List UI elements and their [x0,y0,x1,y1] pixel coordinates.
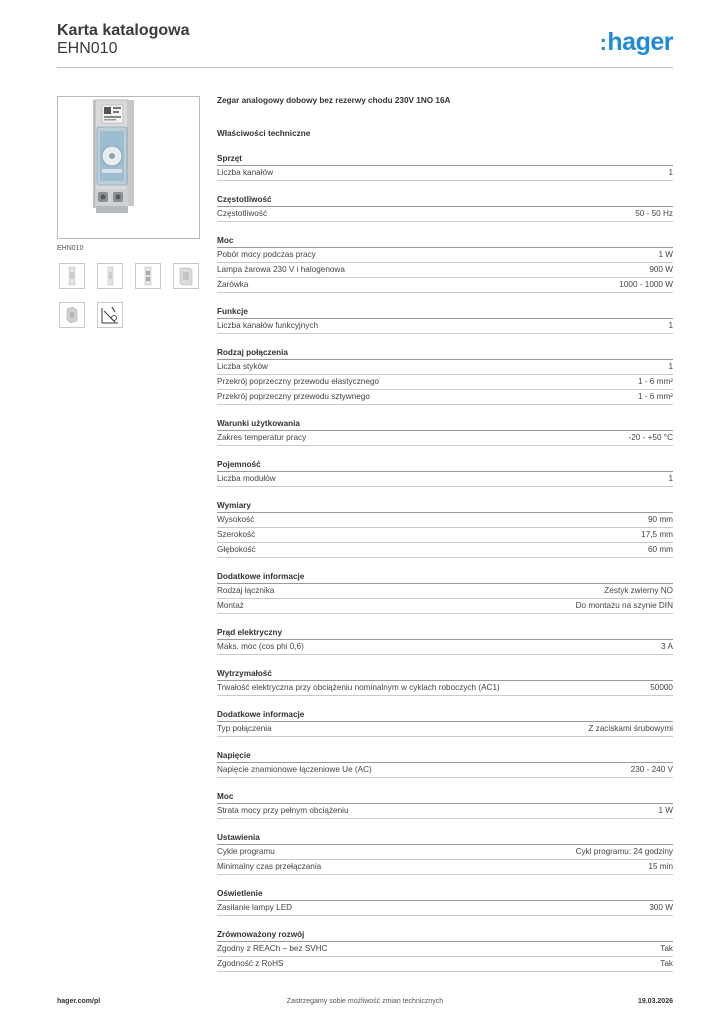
spec-label: Częstotliwość [217,209,268,218]
spec-row [217,319,673,334]
spec-section [217,305,673,334]
spec-section [217,928,673,972]
spec-row [217,584,673,599]
spec-row [217,390,673,405]
spec-value: Cykl programu: 24 godziny [575,847,673,856]
product-description: Zegar analogowy dobowy bez rezerwy chodu 230V 1NO 16A [217,96,451,105]
spec-row [217,166,673,181]
spec-label: Liczba styków [217,362,268,371]
spec-section [217,346,673,405]
header-divider [57,67,673,68]
spec-value: 3 A [661,642,673,651]
spec-label: Rodzaj łącznika [217,586,275,595]
spec-section [217,499,673,558]
section-title: Oświetlenie [217,887,673,901]
spec-value: -20 - +50 °C [628,433,673,442]
document-title: Karta katalogowa [57,22,190,39]
product-code: EHN010 [57,40,118,57]
device-back-icon [136,264,160,288]
spec-label: Typ połączenia [217,724,272,733]
spec-section [217,626,673,655]
device-perspective-icon [174,264,198,288]
section-title: Rodzaj połączenia [217,346,673,360]
spec-value: 1 W [658,806,673,815]
spec-value: Z zaciskami śrubowymi [588,724,673,733]
section-title: Dodatkowe informacje [217,570,673,584]
spec-section [217,570,673,614]
device-installed-icon [60,303,84,327]
spec-sections [217,152,673,972]
spec-row [217,599,673,614]
spec-value: Tak [660,944,673,953]
spec-row [217,942,673,957]
page-footer [57,998,673,1010]
spec-value: 1 [668,321,673,330]
spec-value: 900 W [649,265,673,274]
product-image[interactable] [57,96,200,239]
spec-label: Pobór mocy podczas pracy [217,250,316,259]
wiring-diagram-icon [98,303,122,327]
spec-value: 1 [668,474,673,483]
spec-value: Zestyk zwierny NO [604,586,673,595]
thumbnail-back-view[interactable] [135,263,161,289]
spec-section [217,417,673,446]
spec-row [217,860,673,875]
section-title: Dodatkowe informacje [217,708,673,722]
spec-label: Strata mocy przy pełnym obciążeniu [217,806,349,815]
spec-label: Lampa żarowa 230 V i halogenowa [217,265,345,274]
spec-label: Liczba modułów [217,474,276,483]
section-title: Ustawienia [217,831,673,845]
section-title: Zrównoważony rozwój [217,928,673,942]
section-title: Moc [217,234,673,248]
spec-section [217,749,673,778]
section-title: Częstotliwość [217,193,673,207]
spec-value: 1000 - 1000 W [619,280,673,289]
section-title: Pojemność [217,458,673,472]
section-title: Warunki użytkowania [217,417,673,431]
spec-label: Trwałość elektryczna przy obciążeniu nominalnym w cyklach roboczych (AC1) [217,683,500,692]
spec-value: 1 - 6 mm² [637,392,673,401]
spec-label: Szerokość [217,530,256,539]
spec-section [217,234,673,293]
spec-label: Napięcie znamionowe łączeniowe Ue (AC) [217,765,372,774]
spec-section [217,667,673,696]
spec-value: 60 mm [647,545,673,554]
section-title: Prąd elektryczny [217,626,673,640]
hager-logo[interactable] [600,28,673,57]
spec-value: 90 mm [647,515,673,524]
section-title: Sprzęt [217,152,673,166]
thumbnail-side-view[interactable] [97,263,123,289]
thumbnail-installed-view[interactable] [59,302,85,328]
section-title: Moc [217,790,673,804]
spec-value: 1 [668,168,673,177]
timer-device-icon [58,97,199,238]
thumbnail-wiring-diagram[interactable] [97,302,123,328]
section-title: Funkcje [217,305,673,319]
spec-value: 15 min [648,862,673,871]
spec-section [217,887,673,916]
spec-row [217,957,673,972]
section-title: Wytrzymałość [217,667,673,681]
spec-row [217,640,673,655]
spec-label: Przekrój poprzeczny przewodu elastycznego [217,377,380,386]
product-image-caption: EHN010 [57,245,84,252]
spec-value: 1 - 6 mm² [637,377,673,386]
technical-properties-heading: Właściwości techniczne [217,129,311,138]
spec-row [217,722,673,737]
spec-section [217,790,673,819]
spec-label: Liczba kanałów [217,168,273,177]
spec-value: 17,5 mm [641,530,673,539]
spec-row [217,248,673,263]
spec-value: Tak [660,959,673,968]
spec-row [217,278,673,293]
spec-label: Zasilanie lampy LED [217,903,293,912]
spec-row [217,804,673,819]
spec-label: Przekrój poprzeczny przewodu sztywnego [217,392,370,401]
spec-label: Zakres temperatur pracy [217,433,307,442]
logo-text: hager [607,28,673,56]
spec-section [217,152,673,181]
section-title: Wymiary [217,499,673,513]
spec-label: Zgodność z RoHS [217,959,284,968]
spec-value: 230 - 240 V [630,765,673,774]
spec-label: Wysokość [217,515,255,524]
spec-row [217,845,673,860]
spec-row [217,528,673,543]
spec-label: Głębokość [217,545,256,554]
spec-row [217,207,673,222]
spec-row [217,763,673,778]
spec-row [217,360,673,375]
spec-row [217,901,673,916]
footer-date: 19.03.2026 [637,998,673,1005]
section-title: Napięcie [217,749,673,763]
spec-section [217,831,673,875]
spec-label: Cykle programu [217,847,275,856]
specifications-panel [217,95,673,972]
spec-value: Do montażu na szynie DIN [575,601,673,610]
spec-row [217,375,673,390]
spec-row [217,472,673,487]
spec-label: Montaż [217,601,244,610]
spec-row [217,543,673,558]
spec-section [217,708,673,737]
spec-value: 300 W [649,903,673,912]
spec-row [217,513,673,528]
thumbnail-perspective-view[interactable] [173,263,199,289]
spec-value: 50000 [650,683,673,692]
spec-label: Żarówka [217,280,249,289]
device-side-icon [98,264,122,288]
website-link[interactable]: hager.com/pl [57,998,101,1005]
spec-value: 1 W [658,250,673,259]
footer-disclaimer: Zastrzegamy sobie możliwość zmian technicznych [286,998,444,1005]
spec-row [217,681,673,696]
spec-value: 50 - 50 Hz [635,209,673,218]
spec-row [217,431,673,446]
spec-row [217,263,673,278]
logo-colon-icon: : [599,30,607,55]
spec-value: 1 [668,362,673,371]
spec-label: Liczba kanałów funkcyjnych [217,321,319,330]
device-front-icon [60,264,84,288]
spec-label: Minimalny czas przełączania [217,862,322,871]
thumbnail-front-view[interactable] [59,263,85,289]
spec-label: Maks. moc (cos phi 0,6) [217,642,304,651]
spec-section [217,193,673,222]
spec-section [217,458,673,487]
page-header [57,20,673,70]
spec-label: Zgodny z REACh – bez SVHC [217,944,328,953]
